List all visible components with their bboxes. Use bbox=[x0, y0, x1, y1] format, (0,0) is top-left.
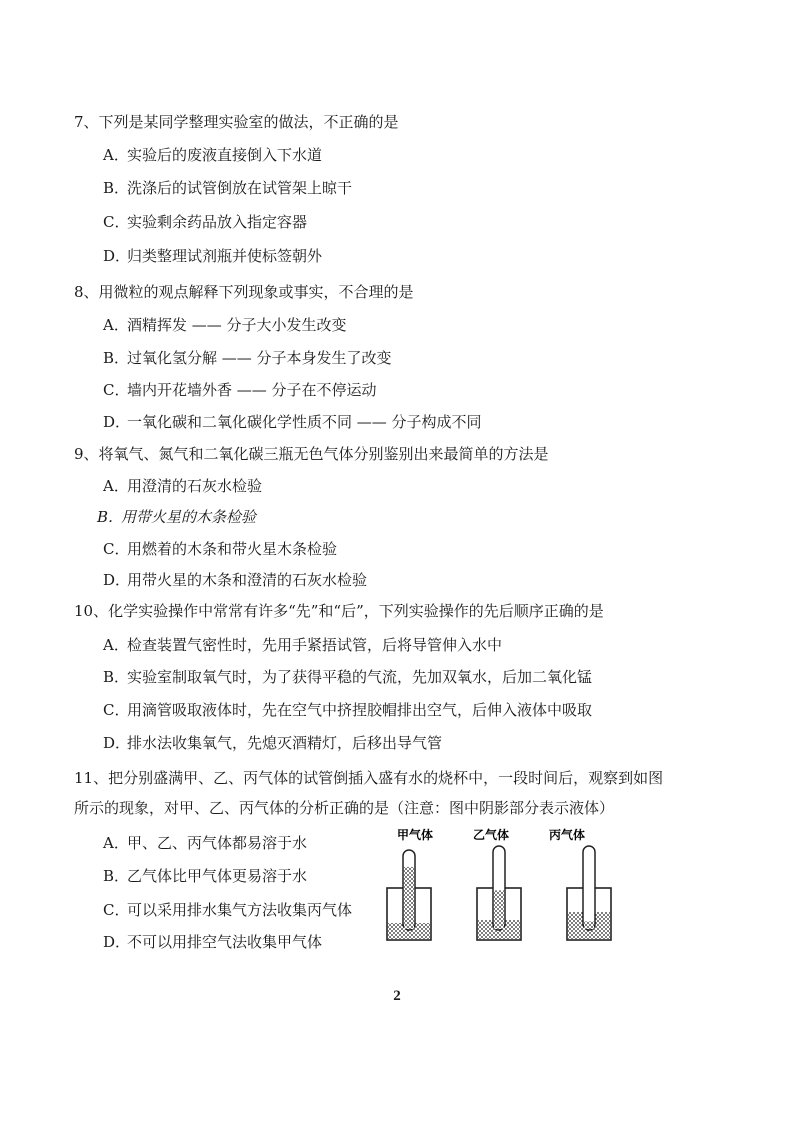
question-11-option-d: D．不可以用排空气法收集甲气体 bbox=[103, 933, 323, 951]
question-8-option-c: C．墙内开花墙外香 —— 分子在不停运动 bbox=[103, 381, 377, 399]
page-number: 2 bbox=[393, 988, 401, 1004]
question-10-option-c: C．用滴管吸取液体时，先在空气中挤捏胶帽排出空气，后伸入液体中吸取 bbox=[103, 701, 593, 719]
label-jia-gas: 甲气体 bbox=[397, 828, 434, 842]
tube-bing bbox=[583, 846, 595, 930]
question-7-stem: 7、下列是某同学整理实验室的做法，不正确的是 bbox=[74, 113, 399, 131]
tube-liquid-yi bbox=[494, 891, 504, 930]
apparatus-yi bbox=[473, 828, 521, 940]
question-7-option-d: D．归类整理试剂瓶并使标签朝外 bbox=[103, 247, 323, 265]
question-11-option-b: B．乙气体比甲气体更易溶于水 bbox=[103, 867, 308, 885]
question-11-stem: 11、把分别盛满甲、乙、丙气体的试管倒插入盛有水的烧杯中，一段时间后，观察到如图 bbox=[74, 769, 664, 787]
question-9-option-b: B．用带火星的木条检验 bbox=[97, 508, 257, 526]
question-8-stem: 8、用微粒的观点解释下列现象或事实，不合理的是 bbox=[74, 283, 414, 301]
question-10-option-d: D．排水法收集氧气，先熄灭酒精灯，后移出导气管 bbox=[103, 734, 443, 752]
question-9-option-d: D．用带火星的木条和澄清的石灰水检验 bbox=[103, 571, 368, 589]
apparatus-bing bbox=[549, 828, 611, 940]
tube-liquid-bing bbox=[584, 921, 594, 929]
question-8-option-a: A．酒精挥发 —— 分子大小发生改变 bbox=[103, 316, 347, 334]
question-9-stem: 9、将氧气、氮气和二氧化碳三瓶无色气体分别鉴别出来最简单的方法是 bbox=[74, 445, 549, 463]
question-7-option-a: A．实验后的废液直接倒入下水道 bbox=[103, 146, 323, 164]
question-7-option-b: B．洗涤后的试管倒放在试管架上晾干 bbox=[103, 179, 353, 197]
apparatus-jia bbox=[387, 828, 433, 940]
question-10-stem: 10、化学实验操作中常常有许多“先”和“后”，下列实验操作的先后顺序正确的是 bbox=[74, 602, 604, 620]
question-10-option-a: A．检查装置气密性时，先用手紧捂试管，后将导管伸入水中 bbox=[103, 636, 503, 654]
tube-liquid-jia bbox=[404, 867, 414, 929]
gas-tubes-figure bbox=[385, 828, 635, 953]
question-9-option-a: A．用澄清的石灰水检验 bbox=[103, 477, 263, 495]
question-11-option-a: A．甲、乙、丙气体都易溶于水 bbox=[103, 834, 308, 852]
question-11-stem-continued: 所示的现象，对甲、乙、丙气体的分析正确的是（注意：图中阴影部分表示液体） bbox=[74, 799, 615, 817]
question-9-option-c: C．用燃着的木条和带火星木条检验 bbox=[103, 540, 338, 558]
question-8-option-b: B．过氧化氢分解 —— 分子本身发生了改变 bbox=[103, 349, 392, 367]
label-yi-gas: 乙气体 bbox=[473, 828, 510, 842]
question-7-option-c: C．实验剩余药品放入指定容器 bbox=[103, 213, 308, 231]
question-11-option-c: C．可以采用排水集气方法收集丙气体 bbox=[103, 901, 353, 919]
label-bing-gas: 丙气体 bbox=[549, 828, 586, 842]
question-8-option-d: D．一氧化碳和二氧化碳化学性质不同 —— 分子构成不同 bbox=[103, 413, 482, 431]
question-10-option-b: B．实验室制取氧气时，为了获得平稳的气流，先加双氧水，后加二氧化锰 bbox=[103, 668, 593, 686]
